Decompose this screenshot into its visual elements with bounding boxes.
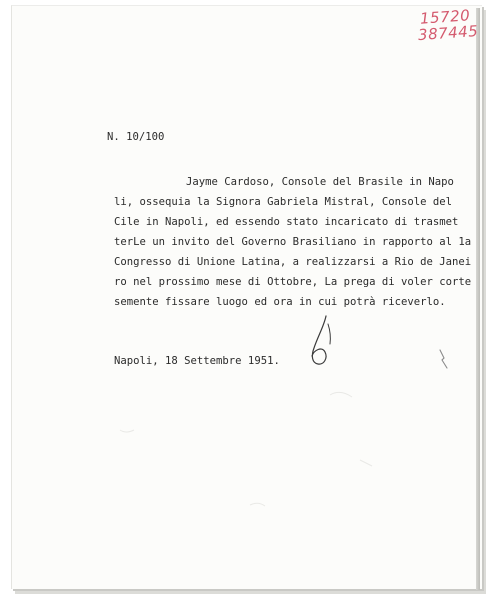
body-line-6: ro nel prossimo mese di Ottobre, La prega di voler corte <box>114 276 472 288</box>
place-and-date: Napoli, 18 Settembre 1951. <box>114 355 280 367</box>
body-line-7: semente fissare luogo ed ora in cui potrà riceverlo. <box>114 296 446 308</box>
archive-number-top: 15720 <box>419 6 471 28</box>
archive-number-bottom: 387445 <box>417 21 479 45</box>
body-line-2: li, ossequia la Signora Gabriela Mistral, Console del <box>114 196 453 208</box>
body-line-4: terLe un invito del Governo Brasiliano in rapporto al 1a <box>114 236 472 248</box>
body-line-3: Cile in Napoli, ed essendo stato incaricato di trasmet <box>114 216 459 228</box>
reference-number: N. 10/100 <box>107 131 165 143</box>
handwritten-signature <box>304 310 344 368</box>
pencil-mark <box>436 348 452 370</box>
body-line-5: Congresso di Unione Latina, a realizzarsi a Rio de Janei <box>114 256 472 268</box>
body-line-1: Jayme Cardoso, Console del Brasile in Napo <box>186 176 454 188</box>
